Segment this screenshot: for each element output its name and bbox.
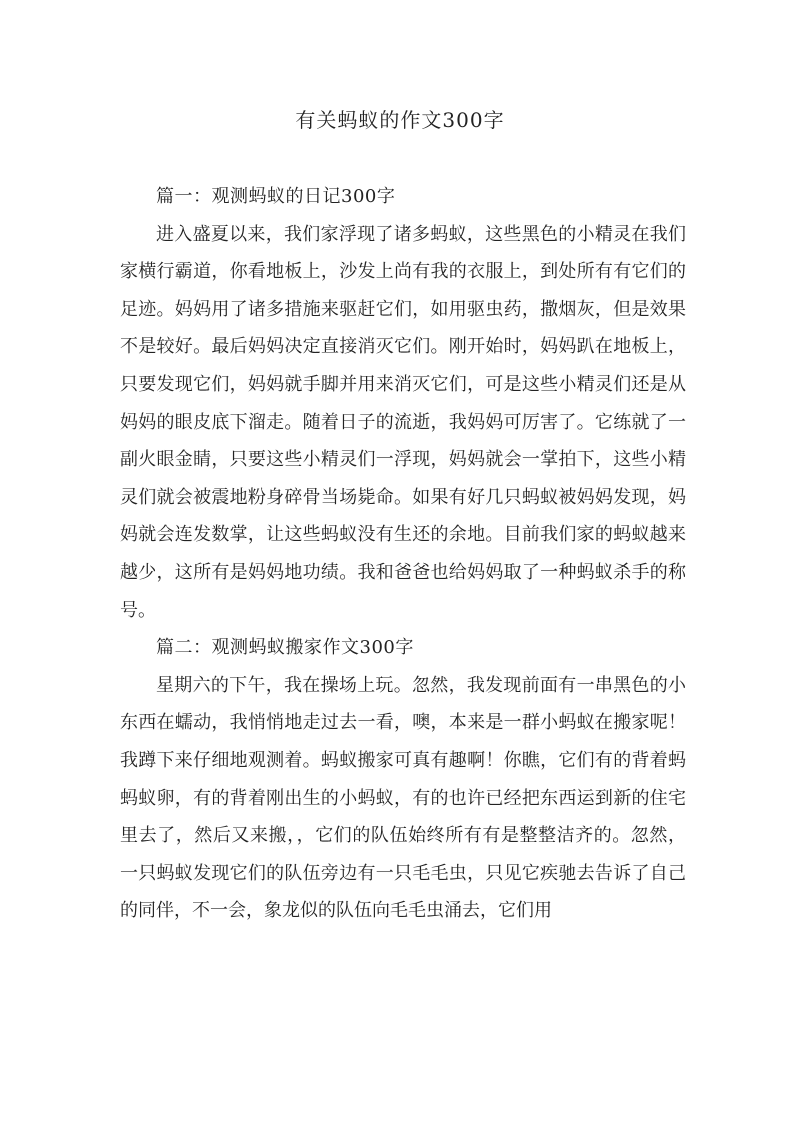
section-paragraph: 进入盛夏以来，我们家浮现了诸多蚂蚁，这些黑色的小精灵在我们家横行霸道，你看地板上，沙发上尚有我的衣服上，到处所有有它们的足迹。妈妈用了诸多措施来驱赶它们，如用驱虫药，撒烟灰，但是效果不是较好。最后妈妈决定直接消灭它们。刚开始时，妈妈趴在地板上，只要发现它们，妈妈就手脚并用来消灭它们，可是这些小精灵们还是从妈妈的眼皮底下溜走。随着日子的流逝，我妈妈可厉害了。它练就了一副火眼金睛，只要这些小精灵们一浮现，妈妈就会一掌拍下，这些小精灵们就会被震地粉身碎骨当场毙命。如果有好几只蚂蚁被妈妈发现，妈妈就会连发数掌，让这些蚂蚁没有生还的余地。目前我们家的蚂蚁越来越少，这所有是妈妈地功绩。我和爸爸也给妈妈取了一种蚂蚁杀手的称号。 xyxy=(120,223,686,621)
section-paragraph: 星期六的下午，我在操场上玩。忽然，我发现前面有一串黑色的小东西在蠕动，我悄悄地走过去一看，噢，本来是一群小蚂蚁在搬家呢！我蹲下来仔细地观测着。蚂蚁搬家可真有趣啊！你瞧，它们有的背着蚂蚂蚁卵，有的背着刚出生的小蚂蚁，有的也许已经把东西运到新的住宅里去了，然后又来搬，，它们的队伍始终所有有是整整洁齐的。忽然，一只蚂蚁发现它们的队伍旁边有一只毛毛虫，只见它疾驰去告诉了自己的同伴，不一会，象龙似的队伍向毛毛虫涌去，它们用 xyxy=(120,674,686,922)
document-title: 有关蚂蚁的作文300字 xyxy=(295,108,505,132)
document-body xyxy=(120,178,686,930)
section-heading: 篇二：观测蚂蚁搬家作文300字 xyxy=(156,637,414,659)
section-heading: 篇一：观测蚂蚁的日记300字 xyxy=(156,186,396,207)
